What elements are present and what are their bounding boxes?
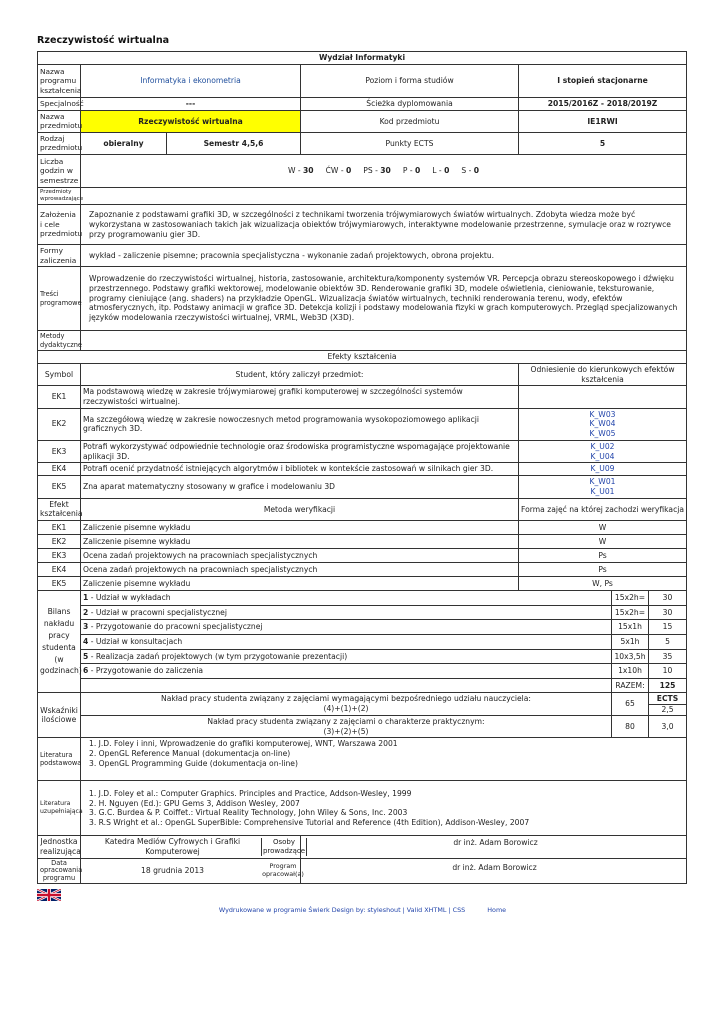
outcome-refs — [519, 463, 687, 476]
outcome-text: Potrafi ocenić przydatność istniejących algorytmów i bibliotek w kontekście zastosowań w silnikach gier 3D. — [81, 463, 519, 476]
workload-item: 2 - Udział w pracowni specjalistycznej — [81, 605, 612, 620]
outcome-ref-link[interactable]: K_W03 — [589, 409, 616, 419]
lit-basic-item: 3. OpenGL Programming Guide (dokumentacja on-line) — [89, 758, 298, 768]
outcome-text: Potrafi wykorzystywać odpowiednie technologie oraz środowiska programistyczne wspomagające projektowanie aplikacji 3D. — [81, 440, 519, 462]
outcome-ref-link[interactable]: K_U01 — [590, 487, 615, 497]
workload-row — [38, 591, 687, 606]
persons-value: dr inż. Adam Borowicz — [453, 837, 538, 847]
indicator-1-ects: 2,5 — [661, 704, 674, 714]
workload-label: Bilans nakładu pracy studenta (w godzinach) — [38, 591, 81, 693]
verification-form: Ps — [519, 549, 687, 563]
verification-row — [38, 549, 687, 563]
outcome-symbol: EK5 — [38, 476, 81, 498]
workload-calc: 15x2h= — [612, 605, 649, 620]
content-text: Wprowadzenie do rzeczywistości wirtualnej, historia, zastosowanie, architektura/komponenty systemów VR. Percepcja obrazu stereoskopowego i dźwięku przestrzennego. Podstawy grafiki wektorowej, modelowanie obiektów 3D. Renderowanie grafiki 3D, modele oświetlenia, cieniowanie, teksturowanie, programy cieniujące (ang. shaders) na przykładzie OpenGL. Wizualizacja światów wirtualnych, techniki renderowania terenu, wody, efektów atmosferycznych, itp. Podstawy animacji w grafice 3D. Detekcja kolizji i podstawy modelowania fizyki w grach komputerowych. Przegląd specjalizowanych języków modelowania rzeczywistości wirtualnej, VRML, Web3D (X3D). — [81, 267, 687, 331]
lit-extra-item: 2. H. Nguyen (Ed.): GPU Gems 3, Addison Wesley, 2007 — [89, 798, 300, 808]
verification-row — [38, 521, 687, 535]
outcomes-title: Efekty kształcenia — [38, 351, 687, 364]
indicator-1-formula: (4)+(1)+(2) — [323, 704, 369, 714]
hours-item: ĆW - 0 — [325, 166, 352, 176]
verification-ek: EK1 — [38, 521, 81, 535]
lit-extra-item: 3. R.S Wright et al.: OpenGL SuperBible: Comprehensive Tutorial and Reference (4th Edition), Addison-Wesley, 2007 — [89, 817, 530, 827]
workload-item: 6 - Przygotowanie do zaliczenia — [81, 664, 612, 679]
outcome-text: Ma szczegółową wiedzę w zakresie nowoczesnych metod programowania wysokopoziomowego aplikacji graficznych 3D. — [81, 408, 519, 440]
hours-item: W - 30 — [287, 166, 314, 176]
lit-extra-label: Literatura uzupełniająca — [38, 781, 81, 836]
verification-body — [38, 521, 687, 591]
lit-extra-item: 1. J.D. Foley et al.: Computer Graphics. Principles and Practice, Addson-Wesley, 1999 — [89, 788, 412, 798]
verification-form: Ps — [519, 563, 687, 577]
type-value: obieralny — [81, 132, 167, 154]
prereq-label: Przedmioty wprowadzające — [38, 187, 81, 204]
indicators-label: Wskaźniki ilościowe — [38, 693, 81, 738]
outcome-row — [38, 408, 687, 440]
workload-item: 4 - Udział w konsultacjach — [81, 634, 612, 649]
hours-item: P - 0 — [402, 166, 421, 176]
ects-label: Punkty ECTS — [301, 132, 519, 154]
syllabus-table — [37, 51, 687, 884]
workload-row — [38, 620, 687, 635]
subject-value: Rzeczywistość wirtualna — [81, 111, 301, 133]
outcomes-body — [38, 386, 687, 498]
verification-method: Zaliczenie pisemne wykładu — [81, 577, 519, 591]
workload-total-value: 125 — [649, 678, 687, 693]
author-value: dr inż. Adam Borowicz — [452, 863, 537, 873]
footer-printed-link[interactable]: Wydrukowane w programie Świerk Design by: styleshout | Valid XHTML | CSS — [218, 906, 466, 914]
hours-item: PS - 30 — [363, 166, 391, 176]
outcome-row — [38, 440, 687, 462]
workload-row — [38, 664, 687, 679]
lit-basic-item: 1. J.D. Foley i inni, Wprowadzenie do grafiki komputerowej, WNT, Warszawa 2001 — [89, 739, 398, 749]
forms-label: Formy zaliczenia — [38, 245, 81, 267]
col-ref: Odniesienie do kierunkowych efektów kształcenia — [519, 363, 687, 385]
workload-value: 35 — [649, 649, 687, 664]
outcome-ref-link[interactable]: K_U02 — [590, 441, 615, 451]
lit-basic-list — [81, 738, 687, 781]
verification-form: W — [519, 521, 687, 535]
workload-value: 10 — [649, 664, 687, 679]
footer — [0, 906, 725, 914]
date-label: Data opracowania programu — [38, 858, 81, 884]
persons-value-cell — [262, 836, 687, 858]
code-label: Kod przedmiotu — [301, 111, 519, 133]
outcome-ref-link[interactable]: K_U09 — [590, 464, 615, 474]
lit-extra-item: 3. G.C. Burdea & P. Coiffet.: Virtual Reality Technology, John Wiley & Sons, Inc. 2003 — [89, 808, 408, 818]
workload-body — [38, 591, 687, 693]
hours-item: L - 0 — [432, 166, 450, 176]
verification-ek: EK5 — [38, 577, 81, 591]
col-symbol: Symbol — [38, 363, 81, 385]
verification-row — [38, 535, 687, 549]
indicator-2-hours: 80 — [612, 715, 649, 737]
hours-list — [282, 166, 485, 175]
indicator-2-ects: 3,0 — [649, 715, 687, 737]
outcome-ref-link[interactable]: K_W01 — [589, 477, 616, 487]
hours-item: S - 0 — [461, 166, 480, 176]
workload-value: 30 — [649, 591, 687, 606]
outcome-row — [38, 386, 687, 408]
indicator-2-text: Nakład pracy studenta związany z zajęciami o charakterze praktycznym: — [207, 716, 485, 726]
lit-extra-list — [81, 781, 687, 836]
outcome-symbol: EK3 — [38, 440, 81, 462]
col-student: Student, który zaliczył przedmiot: — [81, 363, 519, 385]
workload-total-row — [38, 678, 687, 693]
outcome-ref-link[interactable]: K_W04 — [589, 419, 616, 429]
indicator-2 — [81, 715, 612, 737]
workload-row — [38, 649, 687, 664]
verification-form: W, Ps — [519, 577, 687, 591]
verification-ek: EK3 — [38, 549, 81, 563]
goals-text: Zapoznanie z podstawami grafiki 3D, w szczególności z technikami tworzenia trójwymiarowych światów wirtualnych. Zdobyta wiedza może być wykorzystana w zastosowaniach takich jak wizualizacja obiektów trójwymiarowych, interaktywne modelowanie przestrzenne, symulacje oraz w rozrywce przy programowaniu gier 3D. — [81, 205, 687, 245]
workload-value: 5 — [649, 634, 687, 649]
lit-basic-item: 2. OpenGL Reference Manual (dokumentacja on-line) — [89, 748, 291, 758]
lit-basic-label: Literatura podstawowa — [38, 738, 81, 781]
english-flag-icon[interactable] — [37, 887, 61, 903]
outcome-symbol: EK2 — [38, 408, 81, 440]
program-value: Informatyka i ekonometria — [81, 65, 301, 98]
workload-row — [38, 634, 687, 649]
workload-row — [38, 605, 687, 620]
level-value: I stopień stacjonarne — [519, 65, 687, 98]
verification-ek: EK4 — [38, 563, 81, 577]
workload-total-spacer — [81, 678, 612, 693]
hours-row — [81, 154, 687, 187]
path-value: 2015/2016Z - 2018/2019Z — [519, 98, 687, 111]
outcome-row — [38, 476, 687, 498]
code-value: IE1RWI — [519, 111, 687, 133]
outcome-ref-link[interactable]: K_U04 — [590, 451, 615, 461]
workload-calc: 15x1h — [612, 620, 649, 635]
workload-calc: 5x1h — [612, 634, 649, 649]
workload-value: 30 — [649, 605, 687, 620]
spec-label: Specjalność — [38, 98, 81, 111]
workload-calc: 10x3,5h — [612, 649, 649, 664]
page-title: Rzeczywistość wirtualna — [37, 35, 170, 46]
methods-value — [81, 331, 687, 351]
indicator-1-hours: 65 — [612, 693, 649, 715]
indicator-1-text: Nakład pracy studenta związany z zajęciami wymagającymi bezpośredniego udziału nauczyciela: — [161, 694, 531, 704]
verification-method: Zaliczenie pisemne wykładu — [81, 521, 519, 535]
outcome-refs — [519, 440, 687, 462]
outcome-refs — [519, 408, 687, 440]
outcome-refs — [519, 386, 687, 408]
hours-label: Liczba godzin w semestrze — [38, 154, 81, 187]
goals-label: Założenia i cele przedmiotu — [38, 205, 81, 245]
level-label: Poziom i forma studiów — [301, 65, 519, 98]
outcome-refs — [519, 476, 687, 498]
date-value: 18 grudnia 2013 — [81, 858, 301, 884]
prereq-value — [81, 187, 687, 204]
subject-label: Nazwa przedmiotu — [38, 111, 81, 133]
methods-label: Metody dydaktyczne — [38, 331, 81, 351]
author-value-cell — [262, 858, 687, 884]
verification-method: Zaliczenie pisemne wykładu — [81, 535, 519, 549]
outcome-ref-link[interactable]: K_W05 — [589, 429, 616, 439]
type-label: Rodzaj przedmiotu — [38, 132, 81, 154]
col-ek: Efekt kształcenia — [38, 498, 81, 520]
workload-item: 3 - Przygotowanie do pracowni specjalistycznej — [81, 620, 612, 635]
semester-value: Semestr 4,5,6 — [167, 132, 301, 154]
program-label: Nazwa programu kształcenia — [38, 65, 81, 98]
workload-item: 5 - Realizacja zadań projektowych (w tym przygotowanie prezentacji) — [81, 649, 612, 664]
outcome-text: Ma podstawową wiedzę w zakresie trójwymiarowej grafiki komputerowej w szczególności systemów rzeczywistości wirtualnej. — [81, 386, 519, 408]
outcome-text: Zna aparat matematyczny stosowany w grafice i modelowaniu 3D — [81, 476, 519, 498]
workload-item: 1 - Udział w wykładach — [81, 591, 612, 606]
verification-method: Ocena zadań projektowych na pracowniach specjalistycznych — [81, 563, 519, 577]
persons-label: Osoby prowadzące — [262, 837, 306, 855]
unit-label: Jednostka realizująca — [38, 836, 81, 858]
author-label: Program opracował(a) — [262, 862, 304, 879]
verification-row — [38, 563, 687, 577]
workload-value: 15 — [649, 620, 687, 635]
workload-calc: 15x2h= — [612, 591, 649, 606]
verification-ek: EK2 — [38, 535, 81, 549]
indicator-1 — [81, 693, 612, 715]
forms-text: wykład - zaliczenie pisemne; pracownia specjalistyczna - wykonanie zadań projektowych, obrona projektu. — [81, 245, 687, 267]
content-label: Treści programowe — [38, 267, 81, 331]
indicator-2-formula: (3)+(2)+(5) — [323, 726, 369, 736]
col-form: Forma zajęć na której zachodzi weryfikacja — [519, 498, 687, 520]
spec-value: --- — [81, 98, 301, 111]
verification-row — [38, 577, 687, 591]
col-method: Metoda weryfikacji — [81, 498, 519, 520]
ects-value: 5 — [519, 132, 687, 154]
workload-total-label: RAZEM: — [612, 678, 649, 693]
path-label: Ścieżka dyplomowania — [301, 98, 519, 111]
workload-calc: 1x10h — [612, 664, 649, 679]
verification-method: Ocena zadań projektowych na pracowniach specjalistycznych — [81, 549, 519, 563]
outcome-symbol: EK1 — [38, 386, 81, 408]
verification-form: W — [519, 535, 687, 549]
ects-header: ECTS — [649, 694, 686, 705]
unit-value: Katedra Mediów Cyfrowych i Grafiki Komputerowej — [81, 836, 301, 858]
outcome-row — [38, 463, 687, 476]
indicator-1-ects-cell — [649, 693, 687, 715]
faculty-header: Wydział Informatyki — [38, 52, 687, 65]
footer-home-link[interactable]: Home — [487, 906, 507, 914]
outcome-symbol: EK4 — [38, 463, 81, 476]
